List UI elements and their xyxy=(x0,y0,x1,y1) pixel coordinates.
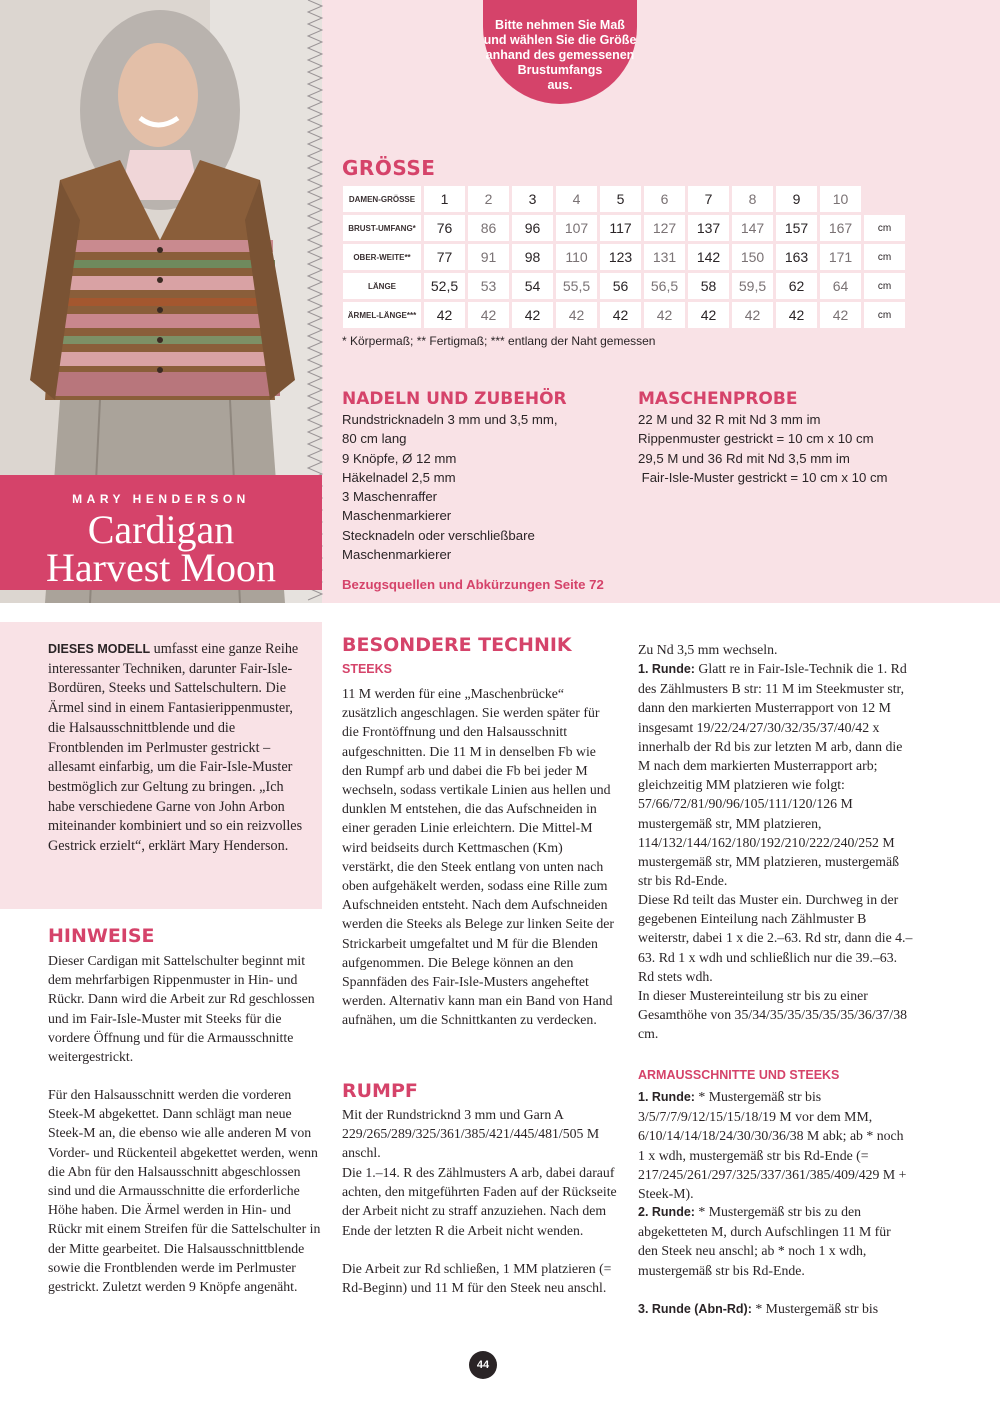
size-cell: 42 xyxy=(600,302,641,328)
round-label: 1. Runde: xyxy=(638,1090,695,1104)
list-item: Maschenmarkierer xyxy=(342,547,452,563)
list-item: Stecknadeln oder verschließbare xyxy=(342,527,535,543)
size-cell: 42 xyxy=(556,302,597,328)
bubble-line: Bitte nehmen Sie Maß xyxy=(495,18,625,32)
size-unit: cm xyxy=(864,215,905,241)
instruction-paragraph: Diese Rd teilt das Muster ein. Durchweg in der gegebenen Einteilung nach Zählmuster B weiterstr, dabei 1 x die 2.–63. Rd str, dann die 4.–63. Rd 1 x wdh und schließlich nur die 39.–63. Rd stets wdh. xyxy=(638,892,913,984)
size-row xyxy=(343,186,905,212)
list-item: Häkelnadel 2,5 mm xyxy=(342,469,456,485)
size-heading: GRÖSSE xyxy=(342,156,436,180)
size-cell: 42 xyxy=(644,302,685,328)
size-cell: 157 xyxy=(776,215,817,241)
body-paragraph: Mit der Rundstricknd 3 mm und Garn A 229/265/289/325/361/385/421/445/481/505 M anschl. xyxy=(342,1107,600,1161)
size-cell: 147 xyxy=(732,215,773,241)
size-cell: 77 xyxy=(424,244,465,270)
instruction-paragraph xyxy=(638,1299,913,1319)
gauge-heading: MASCHENPROBE xyxy=(638,389,798,409)
size-cell: 76 xyxy=(424,215,465,241)
notes-heading: HINWEISE xyxy=(48,925,155,947)
round-label: 1. Runde: xyxy=(638,662,695,676)
body-paragraph: Die 1.–14. R des Zählmusters A arb, dabei darauf achten, den mitgeführten Faden auf der Rückseite der Arbeit nicht zu straff anzuziehen. Nach dem Ende der letzten R die Arbeit nicht wenden. xyxy=(342,1165,617,1238)
steeks-subheading: STEEKS xyxy=(342,662,393,676)
size-row-label: LÄNGE xyxy=(343,273,421,299)
size-cell: 58 xyxy=(688,273,729,299)
model-title xyxy=(0,507,322,590)
size-cell: 3 xyxy=(512,186,553,212)
size-row-label: OBER-WEITE** xyxy=(343,244,421,270)
size-cell: 91 xyxy=(468,244,509,270)
size-cell: 42 xyxy=(424,302,465,328)
round-text: * Mustergemäß str bis xyxy=(751,1301,879,1316)
size-cell: 131 xyxy=(644,244,685,270)
size-cell: 2 xyxy=(468,186,509,212)
needles-list xyxy=(342,410,622,564)
size-cell: 42 xyxy=(468,302,509,328)
steeks-paragraph: 11 M werden für eine „Maschenbrücke“ zusätzlich angeschlagen. Sie werden später für die Frontöffnung und den Halsausschnitt aufgeschnitten. Die 11 M in denselben Fb wie den Rumpf arb und dabei die Fb bei jeder M wechseln, sodass vertikale Linien aus hellen und dunklen M entstehen, die das Aufschneiden in einer geraden Linie erleichtern. Die Mittel-M wird beidseits durch Kettmaschen (Km) verstärkt, die den Steek entlang von unten nach oben aufgehäkelt werden, sodass eine Rille zum Aufschneiden entsteht. Nach dem Aufschneiden werden die Steeks als Belege zur linken Seite der Strickarbeit umgefaltet und M für die Blenden aufgenommen. Die Belege können an den Spannfäden des Fair-Isle-Musters angeheftet werden. Alternativ kann man ein Band von Hand aufnähen, um die Schnittkanten zu verdecken. xyxy=(342,686,615,1028)
title-line: Cardigan xyxy=(87,507,235,552)
size-cell: 5 xyxy=(600,186,641,212)
size-cell: 98 xyxy=(512,244,553,270)
size-table xyxy=(340,183,908,331)
round-label: 2. Runde: xyxy=(638,1205,695,1219)
armhole-heading: ARMAUSSCHNITTE UND STEEKS xyxy=(638,1068,840,1082)
notes-paragraph: Für den Halsausschnitt werden die vorderen Steek-M abgekettet. Dann schlägt man neue Steek-M an, die ebenso wie alle anderen M von Vorder- und Rückenteil abgekettet werden, wenn die Abn für den Halsausschnitt abgeschlossen sind und die Armausschnitte die erforderliche Höhe haben. Die Ärmel werden in Hin- und Rückr mit einem Streifen für die Sattelschulter in der Mitte gearbeitet. Die Halsausschnittblende sowie die Frontblenden werde im Perlmuster gestrickt. Zuletzt werden 9 Knöpfe angenäht. xyxy=(48,1087,321,1295)
size-cell: 59,5 xyxy=(732,273,773,299)
size-cell: 54 xyxy=(512,273,553,299)
bubble-line: aus. xyxy=(547,78,573,92)
size-footnote: * Körpermaß; ** Fertigmaß; *** entlang der Naht gemessen xyxy=(342,334,656,348)
size-cell: 42 xyxy=(776,302,817,328)
size-row xyxy=(343,273,905,299)
instruction-paragraph xyxy=(638,659,913,890)
bubble-line: Brustumfangs xyxy=(517,63,603,77)
gauge-line: 22 M und 32 R mit Nd 3 mm im xyxy=(638,412,821,427)
list-item: 9 Knöpfe, Ø 12 mm xyxy=(342,450,457,466)
bubble-line: anhand des gemessenen xyxy=(485,48,635,62)
size-cell: 62 xyxy=(776,273,817,299)
size-cell: 86 xyxy=(468,215,509,241)
size-cell: 107 xyxy=(556,215,597,241)
size-cell: 42 xyxy=(688,302,729,328)
size-cell: 123 xyxy=(600,244,641,270)
list-item: Rundstricknadeln 3 mm und 3,5 mm, xyxy=(342,412,558,427)
source-reference: Bezugsquellen und Abkürzungen Seite 72 xyxy=(342,577,604,592)
size-cell: 137 xyxy=(688,215,729,241)
size-cell: 163 xyxy=(776,244,817,270)
size-cell: 9 xyxy=(776,186,817,212)
list-item: 80 cm lang xyxy=(342,431,407,447)
instruction-paragraph xyxy=(638,1202,913,1280)
body-paragraph: Die Arbeit zur Rd schließen, 1 MM platzieren (= Rd-Beginn) und 11 M für den Steek neu anschl. xyxy=(342,1261,612,1296)
size-row xyxy=(343,244,905,270)
size-cell: 171 xyxy=(820,244,861,270)
round-label: 3. Runde (Abn-Rd): xyxy=(638,1302,752,1316)
designer-name: MARY HENDERSON xyxy=(72,492,250,506)
size-hint-bubble xyxy=(483,0,637,104)
gauge-text xyxy=(638,410,978,487)
body-heading: RUMPF xyxy=(342,1080,418,1102)
size-unit: cm xyxy=(864,273,905,299)
page-number: 44 xyxy=(469,1351,497,1379)
needles-heading: NADELN UND ZUBEHÖR xyxy=(342,389,567,409)
size-cell: 4 xyxy=(556,186,597,212)
round-text: * Mustergemäß str bis 3/5/7/7/9/12/15/15/18/19 M vor dem MM, 6/10/14/14/18/24/30/30/36/38 M abk; ab * noch 1 x wdh, mustergemäß str bis Rd-Ende (= 217/245/261/297/325/337/361/385/409/429 M + Steek-M). xyxy=(638,1089,907,1202)
size-row xyxy=(343,215,905,241)
size-unit: cm xyxy=(864,302,905,328)
round-text: * Mustergemäß str bis zu den abgeketteten M, durch Aufschlingen 11 M für den Steek neu anschl; ab * noch 1 x wdh, mustergemäß str bis Rd-Ende. xyxy=(638,1204,891,1278)
bubble-line: und wählen Sie die Größe xyxy=(483,33,637,47)
size-cell: 55,5 xyxy=(556,273,597,299)
round-text: Glatt re in Fair-Isle-Technik die 1. Rd des Zählmusters B str: 11 M im Steekmuster str, dann den markierten Musterrapport von 12 M insgesamt 19/22/24/27/30/32/35/37/40/42 x innerhalb der Rd bis zur letzten M arb, dann die M nach dem markierten Musterrapport arb; gleichzeitig MM platzieren wie folgt: 57/66/72/81/90/96/105/111/120/126 M mustergemäß str, MM platzieren, 114/132/144/162/180/192/210/222/240/252 M mustergemäß str, MM platzieren, mustergemäß str bis Rd-Ende. xyxy=(638,661,907,889)
notes-paragraph: Dieser Cardigan mit Sattelschulter beginnt mit dem mehrfarbigen Rippenmuster in Hin- und Rückr. Dann wird die Arbeit zur Rd geschlossen und im Fair-Isle-Muster mit Steeks für die vordere Öffnung und für die Armausschnitte weitergestrickt. xyxy=(48,953,315,1065)
size-cell: 96 xyxy=(512,215,553,241)
size-cell: 8 xyxy=(732,186,773,212)
size-cell: 7 xyxy=(688,186,729,212)
title-line: Harvest Moon xyxy=(46,545,276,590)
size-cell: 1 xyxy=(424,186,465,212)
size-row-label: BRUST-UMFANG* xyxy=(343,215,421,241)
technique-heading: BESONDERE TECHNIK xyxy=(342,634,572,656)
size-cell: 127 xyxy=(644,215,685,241)
size-unit: cm xyxy=(864,244,905,270)
size-unit xyxy=(864,186,905,212)
size-cell: 10 xyxy=(820,186,861,212)
size-row xyxy=(343,302,905,328)
intro-lead: DIESES MODELL xyxy=(48,642,151,656)
size-cell: 6 xyxy=(644,186,685,212)
gauge-line: Rippenmuster gestrickt = 10 cm x 10 cm xyxy=(638,431,874,447)
size-cell: 42 xyxy=(732,302,773,328)
gauge-line: 29,5 M und 36 Rd mit Nd 3,5 mm im xyxy=(638,450,850,466)
list-item: 3 Maschenraffer xyxy=(342,489,438,505)
size-cell: 142 xyxy=(688,244,729,270)
size-cell: 52,5 xyxy=(424,273,465,299)
intro-text xyxy=(48,640,310,857)
size-cell: 42 xyxy=(820,302,861,328)
size-row-label: ÄRMEL-LÄNGE*** xyxy=(343,302,421,328)
size-cell: 42 xyxy=(512,302,553,328)
size-cell: 53 xyxy=(468,273,509,299)
size-cell: 56 xyxy=(600,273,641,299)
instruction-paragraph: Zu Nd 3,5 mm wechseln. xyxy=(638,642,778,657)
size-cell: 56,5 xyxy=(644,273,685,299)
size-cell: 110 xyxy=(556,244,597,270)
size-cell: 64 xyxy=(820,273,861,299)
instruction-paragraph xyxy=(638,1087,913,1203)
list-item: Maschenmarkierer xyxy=(342,508,452,524)
size-cell: 167 xyxy=(820,215,861,241)
size-cell: 150 xyxy=(732,244,773,270)
size-row-label: DAMEN-GRÖSSE xyxy=(343,186,421,212)
gauge-line: Fair-Isle-Muster gestrickt = 10 cm x 10 cm xyxy=(638,469,888,485)
intro-body: umfasst eine ganze Reihe interessanter Techniken, darunter Fair-Isle-Bordüren, Steeks und Sattelschultern. Die Ärmel sind in einem Fantasierippenmuster, die Halsausschnittblende und die Frontblenden im Perlmuster gestrickt – allesamt einfarbig, um die Fair-Isle-Muster bestmöglich zur Geltung zu bringen. „Ich habe verschiedene Garne von John Arbon miteinander kombiniert und so ein reizvolles Gestrick erzielt“, erklärt Mary Henderson. xyxy=(48,641,303,855)
instruction-paragraph: In dieser Mustereinteilung str bis zu einer Gesamthöhe von 35/34/35/35/35/35/35/36/37/38 cm. xyxy=(638,988,908,1042)
size-cell: 117 xyxy=(600,215,641,241)
title-banner xyxy=(0,475,322,590)
